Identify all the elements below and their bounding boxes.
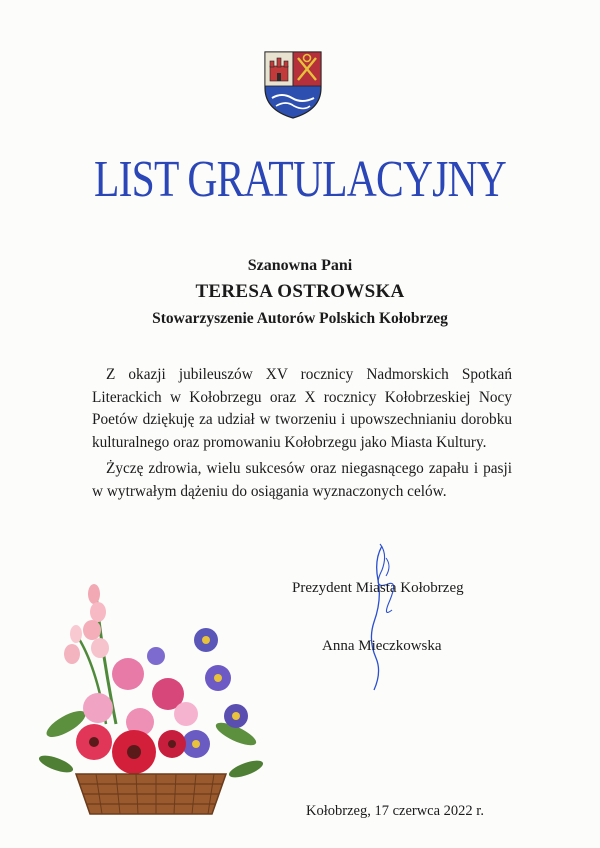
salutation: Szanowna Pani — [247, 257, 353, 274]
body-paragraph: Życzę zdrowia, wielu sukcesów oraz niegasnącego zapału i pasji w wytrwałym dążeniu do osiągania wyznaczonych celów. — [92, 460, 512, 500]
recipient-name: TERESA OSTROWSKA — [195, 281, 405, 302]
handwritten-signature — [352, 540, 412, 700]
flower-basket-icon — [36, 574, 266, 824]
letter-body — [92, 364, 512, 503]
body-paragraph: Z okazji jubileuszów XV rocznicy Nadmorskich Spotkań Literackich w Kołobrzegu oraz X rocznicy Kołobrzeskiej Nocy Poetów dziękuję za udział w tworzeniu i upowszechnianiu dorobku kulturalnego oraz promowaniu Kołobrzegu jako Miasta Kultury. — [92, 366, 512, 451]
place-and-date: Kołobrzeg, 17 czerwca 2022 r. — [306, 803, 484, 819]
recipient-organization: Stowarzyszenie Autorów Polskich Kołobrzeg — [152, 310, 448, 327]
signatory-name: Anna Mieczkowska — [322, 638, 442, 654]
signatory-title: Prezydent Miasta Kołobrzeg — [292, 580, 464, 596]
document-title: LIST GRATULACYJNY — [93, 151, 507, 208]
coat-of-arms-icon — [262, 48, 324, 120]
